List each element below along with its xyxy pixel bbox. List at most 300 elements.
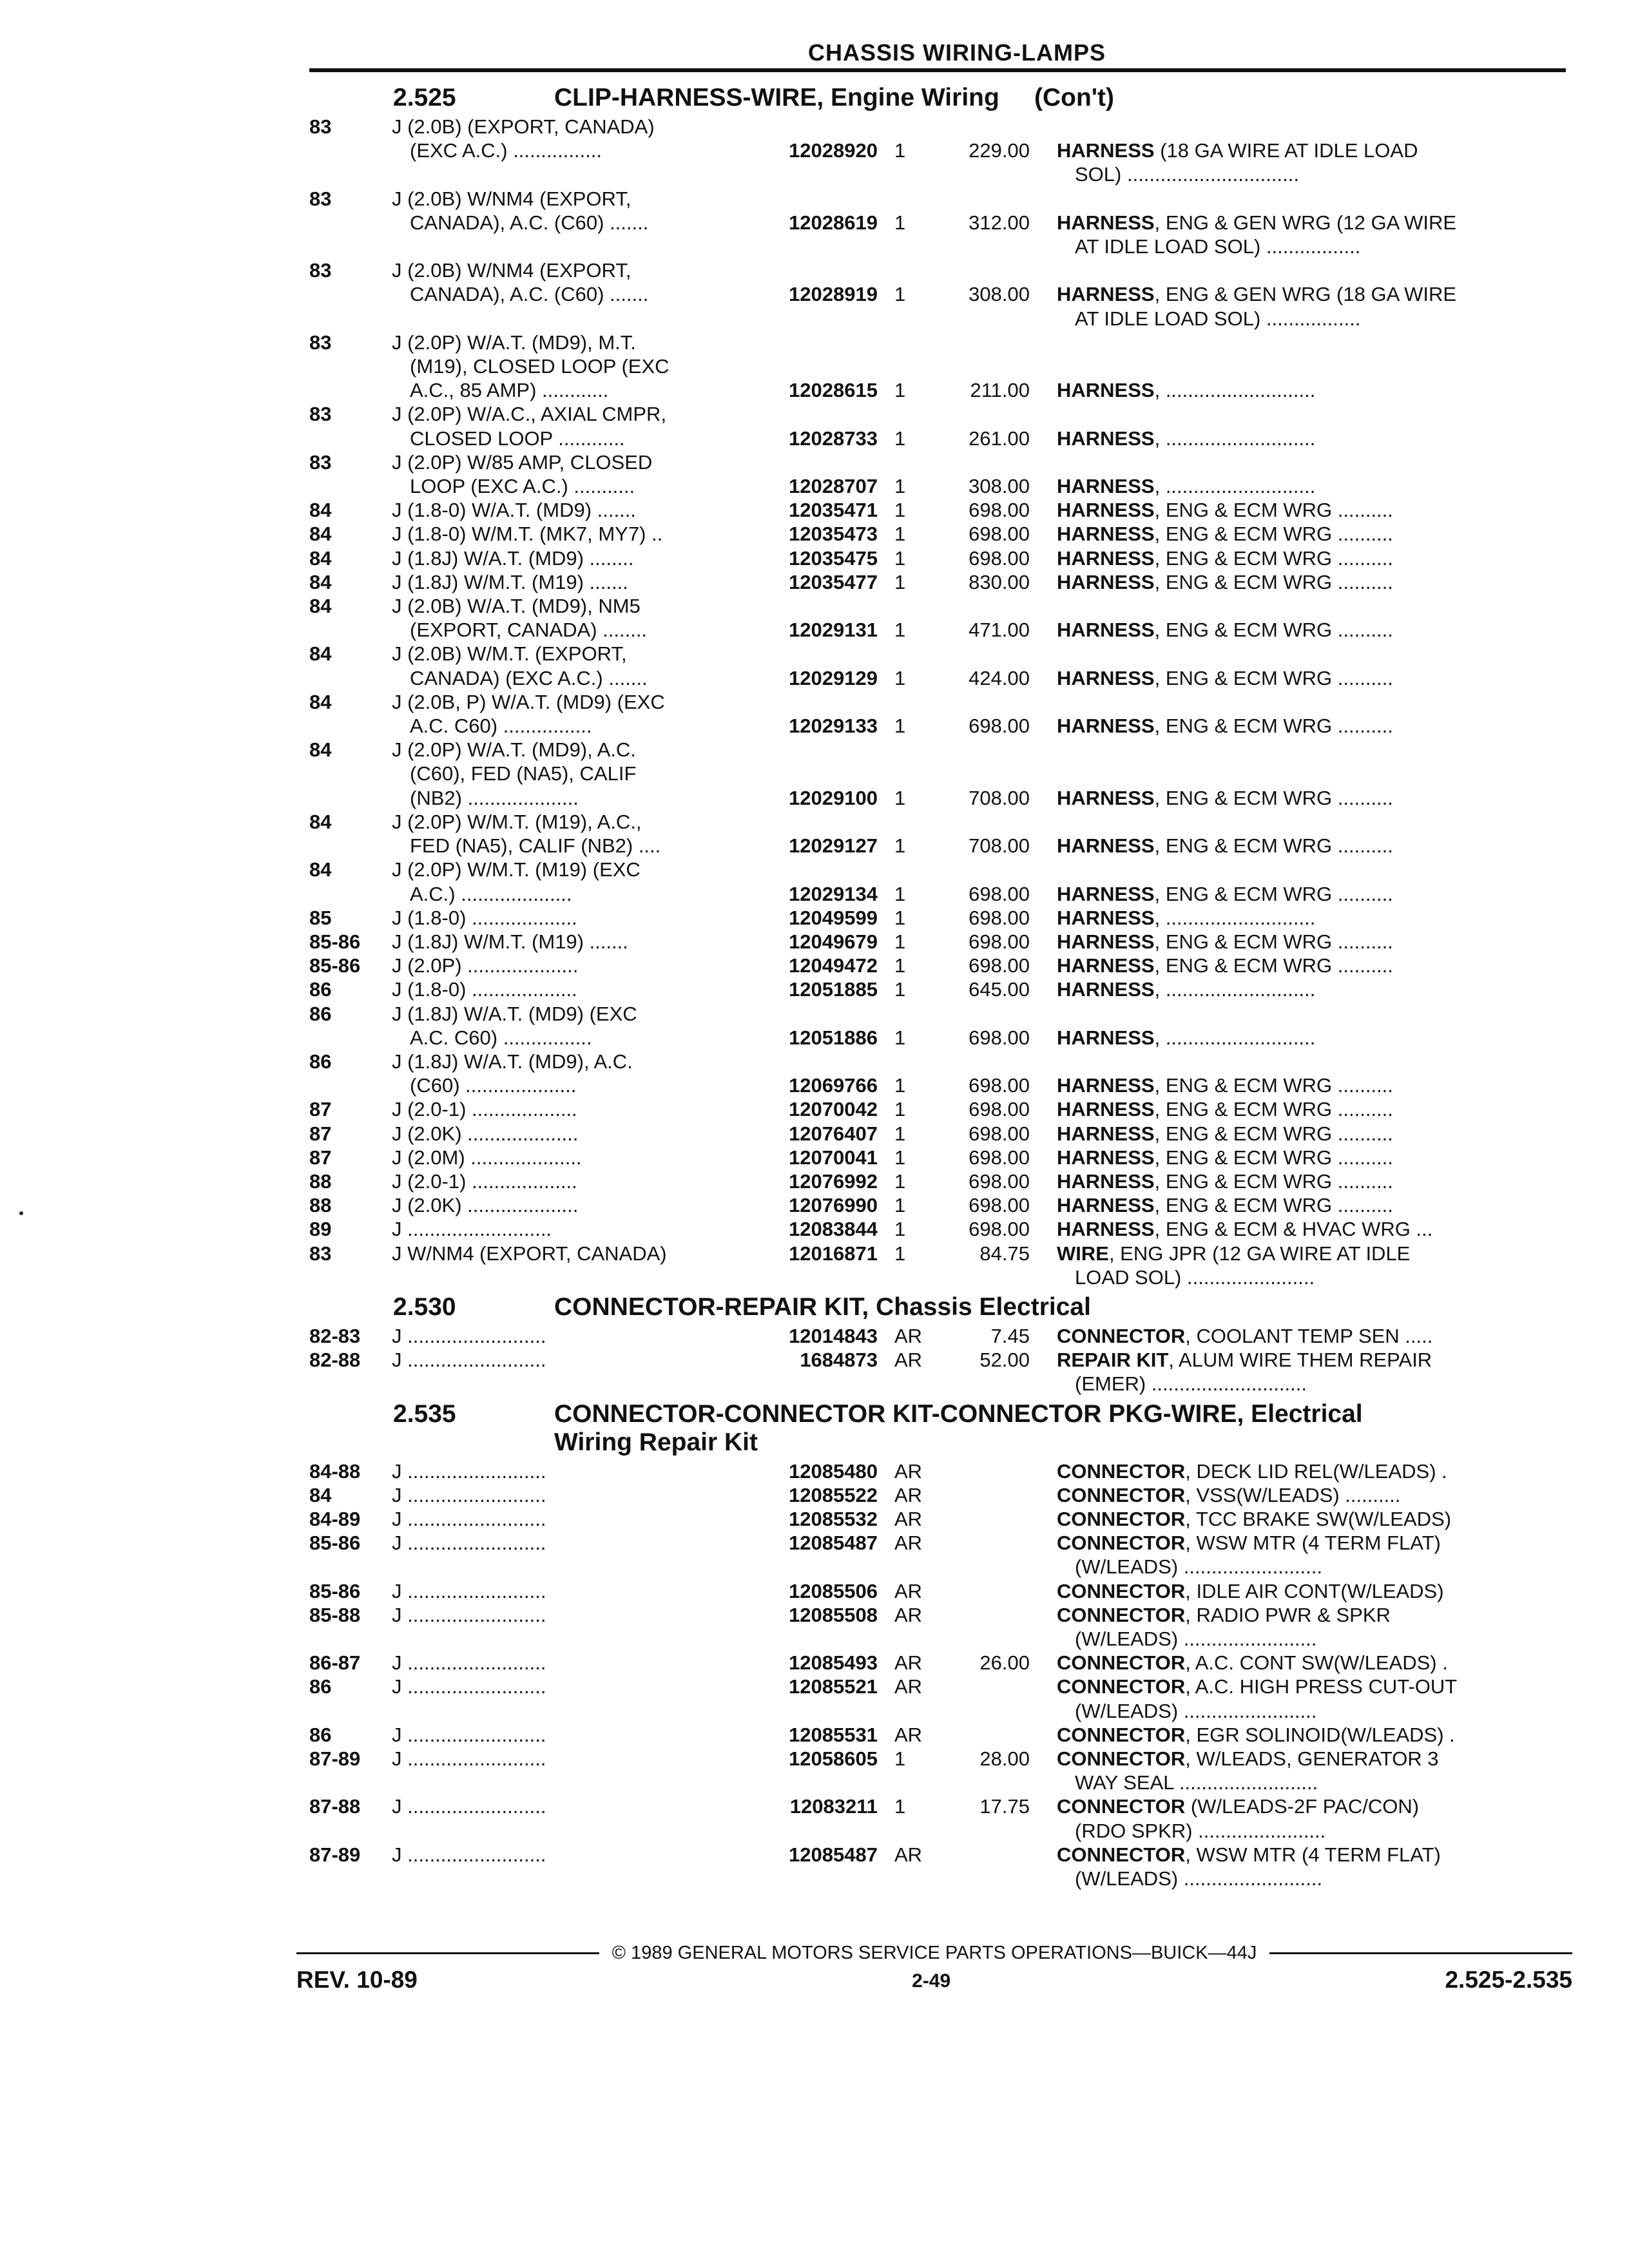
part-number-value: 12085521 (789, 1675, 878, 1698)
sections-container (309, 84, 1566, 1890)
price-value: 698.00 (969, 499, 1030, 522)
quantity (883, 738, 941, 810)
price-value: 698.00 (969, 1098, 1030, 1121)
part-number-value: 12058605 (789, 1747, 878, 1770)
application-description (387, 930, 754, 954)
part-number-value: 12014843 (789, 1324, 878, 1347)
part-keyword: HARNESS (1057, 139, 1155, 162)
description-line: J ......................... (392, 1795, 546, 1818)
part-row (309, 858, 1566, 905)
spacer (754, 858, 878, 881)
spacer (941, 642, 1030, 666)
page-number: 2-49 (912, 1970, 951, 1992)
description-line: J (2.0K) .................... (392, 1194, 579, 1217)
model-year: 84 (309, 690, 332, 713)
description-line: (C60) .................... (410, 1074, 577, 1097)
quantity-value: 1 (894, 1169, 906, 1193)
application-description (387, 1723, 754, 1747)
price-value: 698.00 (969, 1146, 1030, 1169)
quantity-value: 1 (894, 930, 906, 953)
part-name-line: (W/LEADS) ......................... (1075, 1555, 1323, 1579)
model-year: 85-86 (309, 930, 361, 953)
part-name-line: CONNECTOR, VSS(W/LEADS) .......... (1057, 1483, 1401, 1506)
model-year: 88 (309, 1169, 332, 1193)
part-number (754, 1002, 883, 1050)
part-number-value: 12076407 (789, 1122, 878, 1145)
quantity-value: 1 (894, 786, 906, 809)
description-line: J (2.0P) W/85 AMP, CLOSED (392, 450, 653, 474)
part-name (1037, 1122, 1566, 1146)
part-keyword: HARNESS (1057, 619, 1155, 642)
application-description (387, 1651, 754, 1675)
part-row (309, 1217, 1566, 1241)
part-name-line: HARNESS, ........................... (1057, 978, 1316, 1001)
application-description (387, 1146, 754, 1169)
part-number (754, 1843, 883, 1890)
part-name (1037, 1459, 1566, 1483)
part-row (309, 1050, 1566, 1097)
part-name-line: HARNESS, ENG & ECM WRG .......... (1057, 1169, 1393, 1193)
price-value: 424.00 (969, 666, 1030, 689)
description-line: J ......................... (392, 1651, 546, 1675)
part-name-line: CONNECTOR, WSW MTR (4 TERM FLAT) (1057, 1843, 1441, 1866)
part-number (754, 1579, 883, 1603)
application-description (387, 1169, 754, 1193)
part-name (1037, 594, 1566, 642)
part-row (309, 1531, 1566, 1579)
model-year: 83 (309, 403, 332, 426)
part-keyword: HARNESS (1057, 475, 1155, 498)
part-name-line: (W/LEADS) ......................... (1075, 1867, 1323, 1890)
part-number-value: 12029134 (789, 882, 878, 905)
quantity-value: 1 (894, 834, 906, 858)
price-value: 698.00 (969, 1074, 1030, 1097)
part-number-value: 12029131 (789, 619, 878, 642)
part-name (1037, 1843, 1566, 1890)
price-value: 229.00 (969, 139, 1030, 162)
quantity-value: 1 (894, 139, 906, 162)
quantity (883, 1675, 941, 1722)
quantity (883, 1097, 941, 1121)
part-number (754, 1217, 883, 1241)
part-name-line: HARNESS, ENG & GEN WRG (12 GA WIRE (1057, 211, 1457, 234)
section-title (554, 1400, 1566, 1457)
part-name-line: CONNECTOR (W/LEADS-2F PAC/CON) (1057, 1795, 1420, 1818)
quantity (883, 187, 941, 259)
quantity-value: 1 (894, 1194, 906, 1217)
description-line: J ......................... (392, 1532, 546, 1555)
price (941, 1217, 1037, 1241)
model-year: 82-88 (309, 1349, 361, 1372)
application-description (387, 402, 754, 450)
spacer (754, 642, 878, 666)
spacer (894, 690, 941, 714)
description-line: J (2.0B) (EXPORT, CANADA) (392, 115, 655, 138)
part-name (1037, 1324, 1566, 1348)
part-number (754, 1122, 883, 1146)
revision-label: REV. 10-89 (296, 1966, 418, 1993)
description-line: J (2.0B) W/NM4 (EXPORT, (392, 187, 631, 210)
section-number: 2.525 (393, 84, 456, 111)
part-name-line: HARNESS, ENG & ECM WRG .......... (1057, 1098, 1393, 1121)
description-line: J (2.0P) W/M.T. (M19) (EXC (392, 858, 641, 881)
price (941, 1193, 1037, 1217)
part-keyword: HARNESS (1057, 499, 1155, 522)
part-number-value: 12085532 (789, 1507, 878, 1530)
quantity-value: 1 (894, 906, 906, 929)
application-description (387, 1097, 754, 1121)
price-value: 26.00 (979, 1651, 1030, 1675)
part-name-line: HARNESS, ENG & ECM WRG .......... (1057, 1194, 1393, 1217)
part-number-value: 12029127 (789, 834, 878, 858)
section-heading (309, 1293, 1566, 1321)
part-name (1037, 642, 1566, 689)
spacer (1057, 1002, 1566, 1026)
part-row (309, 522, 1566, 546)
quantity (883, 594, 941, 642)
quantity-value: 1 (894, 715, 906, 738)
part-row (309, 1146, 1566, 1169)
description-line: J (2.0B) W/M.T. (EXPORT, (392, 642, 627, 666)
price (941, 115, 1037, 187)
price-value: 698.00 (969, 930, 1030, 953)
part-number-value: 12028919 (789, 283, 878, 306)
spacer (1057, 331, 1566, 354)
part-name-line: HARNESS, ENG & ECM WRG .......... (1057, 786, 1393, 809)
part-name (1037, 1483, 1566, 1507)
spacer (1057, 115, 1566, 139)
part-name-line: AT IDLE LOAD SOL) ................. (1075, 307, 1361, 330)
description-line: J (2.0B) W/A.T. (MD9), NM5 (392, 595, 641, 618)
quantity (883, 1146, 941, 1169)
part-name (1037, 1193, 1566, 1217)
application-description (387, 977, 754, 1001)
quantity (883, 1193, 941, 1217)
part-name-line: HARNESS (18 GA WIRE AT IDLE LOAD (1057, 139, 1418, 162)
part-number (754, 1675, 883, 1722)
model-year: 87 (309, 1122, 332, 1145)
application-description (387, 906, 754, 930)
quantity (883, 1531, 941, 1579)
application-description (387, 858, 754, 905)
price (941, 738, 1037, 810)
part-name-line: CONNECTOR, IDLE AIR CONT(W/LEADS) (1057, 1579, 1444, 1602)
description-line: J .......................... (392, 1218, 552, 1241)
part-name-line: HARNESS, ENG & ECM WRG .......... (1057, 715, 1393, 738)
part-name (1037, 1217, 1566, 1241)
spacer (754, 762, 878, 785)
part-number (754, 1242, 883, 1289)
part-number (754, 1348, 883, 1396)
part-number-value: 12076990 (789, 1194, 878, 1217)
price (941, 1579, 1037, 1603)
application-description (387, 954, 754, 977)
part-number (754, 522, 883, 546)
price (941, 522, 1037, 546)
application-description (387, 258, 754, 331)
spacer (754, 187, 878, 211)
price-value: 7.45 (990, 1324, 1030, 1347)
description-line: J ......................... (392, 1603, 546, 1626)
part-row (309, 187, 1566, 259)
part-row (309, 594, 1566, 642)
part-name-line: HARNESS, ENG & ECM WRG .......... (1057, 570, 1393, 593)
quantity (883, 450, 941, 498)
part-name (1037, 498, 1566, 522)
price (941, 1507, 1037, 1531)
application-description (387, 1459, 754, 1483)
footer-rule-left (296, 1952, 599, 1954)
part-keyword: CONNECTOR (1057, 1579, 1186, 1602)
part-keyword: HARNESS (1057, 1098, 1155, 1121)
part-name-line: HARNESS, ENG & GEN WRG (18 GA WIRE (1057, 283, 1457, 306)
part-name (1037, 1723, 1566, 1747)
part-row (309, 1603, 1566, 1651)
part-row (309, 1002, 1566, 1050)
part-name-line: HARNESS, ........................... (1057, 475, 1316, 498)
part-number (754, 930, 883, 954)
price-value: 698.00 (969, 1218, 1030, 1241)
part-number-value: 12029100 (789, 786, 878, 809)
quantity (883, 1324, 941, 1348)
page-footer (296, 1943, 1572, 1994)
spacer (941, 690, 1030, 714)
spacer (941, 258, 1030, 282)
price (941, 810, 1037, 858)
quantity (883, 1794, 941, 1842)
part-keyword: HARNESS (1057, 211, 1155, 234)
part-number (754, 570, 883, 594)
quantity-value: 1 (894, 427, 906, 450)
part-keyword: CONNECTOR (1057, 1507, 1186, 1530)
price-value: 84.75 (979, 1242, 1030, 1265)
part-row (309, 1747, 1566, 1794)
quantity-value: 1 (894, 283, 906, 306)
price (941, 1603, 1037, 1651)
spacer (941, 115, 1030, 139)
part-number-value: 12069766 (789, 1074, 878, 1097)
part-name-line: AT IDLE LOAD SOL) ................. (1075, 235, 1361, 258)
quantity (883, 258, 941, 331)
part-row (309, 258, 1566, 331)
description-line: CANADA), A.C. (C60) ....... (410, 283, 649, 306)
quantity (883, 906, 941, 930)
part-keyword: CONNECTOR (1057, 1747, 1186, 1770)
spacer (894, 354, 941, 378)
part-name (1037, 258, 1566, 331)
description-line: J ......................... (392, 1675, 546, 1698)
description-line: J W/NM4 (EXPORT, CANADA) (392, 1242, 667, 1265)
part-name (1037, 1146, 1566, 1169)
part-row (309, 1459, 1566, 1483)
part-name (1037, 115, 1566, 187)
description-line: J ......................... (392, 1459, 546, 1483)
application-description (387, 498, 754, 522)
model-year: 86 (309, 1050, 332, 1073)
application-description (387, 1242, 754, 1289)
spacer (941, 762, 1030, 785)
part-keyword: WIRE (1057, 1242, 1109, 1265)
part-number-value: 12029129 (789, 666, 878, 689)
description-line: J (2.0P) W/A.C., AXIAL CMPR, (392, 403, 667, 426)
quantity (883, 1169, 941, 1193)
description-line: J (1.8J) W/A.T. (MD9), A.C. (392, 1050, 633, 1073)
quantity (883, 115, 941, 187)
part-keyword: HARNESS (1057, 427, 1155, 450)
application-description (387, 187, 754, 259)
part-number-value: 12035473 (789, 523, 878, 546)
part-name (1037, 1794, 1566, 1842)
part-name (1037, 1747, 1566, 1794)
model-year: 84 (309, 642, 332, 666)
part-name-line: CONNECTOR, COOLANT TEMP SEN ..... (1057, 1324, 1433, 1347)
part-row (309, 1242, 1566, 1289)
quantity (883, 1747, 941, 1794)
part-name (1037, 1579, 1566, 1603)
price-value: 708.00 (969, 834, 1030, 858)
part-name-line: HARNESS, ENG & ECM WRG .......... (1057, 546, 1393, 570)
model-year: 86 (309, 1675, 332, 1698)
part-row (309, 930, 1566, 954)
part-number (754, 1794, 883, 1842)
price (941, 546, 1037, 570)
description-line: CANADA), A.C. (C60) ....... (410, 211, 649, 234)
description-line: J (1.8J) W/A.T. (MD9) ........ (392, 546, 634, 570)
price-value: 698.00 (969, 882, 1030, 905)
application-description (387, 642, 754, 689)
part-name (1037, 954, 1566, 977)
model-year: 84 (309, 858, 332, 881)
spacer (1057, 354, 1566, 378)
model-year: 87 (309, 1146, 332, 1169)
part-keyword: HARNESS (1057, 1026, 1155, 1049)
part-keyword: HARNESS (1057, 546, 1155, 570)
price (941, 570, 1037, 594)
description-line: (C60), FED (NA5), CALIF (410, 762, 637, 785)
price (941, 954, 1037, 977)
price (941, 1122, 1037, 1146)
model-year: 84 (309, 738, 332, 762)
part-name-line: HARNESS, ENG & ECM WRG .......... (1057, 499, 1393, 522)
part-name-line: CONNECTOR, RADIO PWR & SPKR (1057, 1603, 1391, 1626)
part-number (754, 690, 883, 738)
quantity (883, 810, 941, 858)
quantity-value: AR (894, 1675, 923, 1698)
spacer (754, 354, 878, 378)
part-name-line: CONNECTOR, EGR SOLINOID(W/LEADS) . (1057, 1723, 1455, 1746)
part-row (309, 690, 1566, 738)
part-keyword: HARNESS (1057, 283, 1155, 306)
quantity-value: 1 (894, 379, 906, 402)
part-name (1037, 930, 1566, 954)
description-line: J ......................... (392, 1483, 546, 1506)
description-line: J ......................... (392, 1324, 546, 1347)
part-number-value: 12035475 (789, 546, 878, 570)
part-name-line: HARNESS, ENG & ECM WRG .......... (1057, 1122, 1393, 1145)
part-keyword: HARNESS (1057, 930, 1155, 953)
price (941, 1723, 1037, 1747)
part-number-value: 12016871 (789, 1242, 878, 1265)
description-line: J (2.0P) W/A.T. (MD9), A.C. (392, 738, 636, 762)
application-description (387, 1483, 754, 1507)
application-description (387, 331, 754, 403)
spacer (1057, 762, 1566, 785)
quantity-value: AR (894, 1349, 923, 1372)
part-number (754, 450, 883, 498)
quantity-value: AR (894, 1651, 923, 1675)
part-number-value: 12085508 (789, 1603, 878, 1626)
part-name-line: HARNESS, ........................... (1057, 427, 1316, 450)
footer-bottom (296, 1966, 1572, 1994)
description-line: J ......................... (392, 1747, 546, 1770)
quantity (883, 546, 941, 570)
price-value: 28.00 (979, 1747, 1030, 1770)
spacer (894, 115, 941, 139)
part-keyword: CONNECTOR (1057, 1532, 1186, 1555)
part-name (1037, 1651, 1566, 1675)
part-name (1037, 1050, 1566, 1097)
application-description (387, 1603, 754, 1651)
quantity (883, 690, 941, 738)
model-year: 86-87 (309, 1651, 361, 1675)
part-name (1037, 977, 1566, 1001)
description-line: J (2.0K) .................... (392, 1122, 579, 1145)
part-name (1037, 570, 1566, 594)
part-number (754, 1050, 883, 1097)
part-name (1037, 331, 1566, 403)
spacer (941, 354, 1030, 378)
part-number (754, 498, 883, 522)
part-row (309, 810, 1566, 858)
part-keyword: CONNECTOR (1057, 1651, 1186, 1675)
description-line: (EXC A.C.) ................ (410, 139, 602, 162)
quantity (883, 1723, 941, 1747)
part-keyword: HARNESS (1057, 906, 1155, 929)
price-value: 698.00 (969, 954, 1030, 977)
model-year: 87 (309, 1098, 332, 1121)
price (941, 690, 1037, 738)
price-value: 698.00 (969, 906, 1030, 929)
price (941, 1324, 1037, 1348)
part-number (754, 738, 883, 810)
part-name-line: WAY SEAL ......................... (1075, 1771, 1318, 1794)
price (941, 331, 1037, 403)
quantity-value: 1 (894, 1218, 906, 1241)
quantity (883, 1242, 941, 1289)
section-title (554, 1293, 1566, 1321)
part-number-value: 12028615 (789, 379, 878, 402)
price-value: 698.00 (969, 715, 1030, 738)
part-number (754, 1747, 883, 1794)
part-row (309, 906, 1566, 930)
part-name-line: (EMER) ............................ (1075, 1372, 1307, 1396)
application-description (387, 1579, 754, 1603)
quantity (883, 1348, 941, 1396)
spacer (941, 858, 1030, 881)
part-row (309, 1122, 1566, 1146)
part-name-line: HARNESS, ENG & ECM WRG .......... (1057, 1146, 1393, 1169)
part-number-value: 12085522 (789, 1483, 878, 1506)
part-keyword: HARNESS (1057, 1074, 1155, 1097)
spacer (1057, 402, 1566, 426)
quantity-value: AR (894, 1507, 923, 1530)
description-line: J (2.0P) .................... (392, 954, 579, 977)
part-row (309, 1483, 1566, 1507)
part-number-value: 12085487 (789, 1532, 878, 1555)
part-name-line: HARNESS, ENG & ECM & HVAC WRG ... (1057, 1218, 1433, 1241)
part-number (754, 1483, 883, 1507)
quantity (883, 1843, 941, 1890)
